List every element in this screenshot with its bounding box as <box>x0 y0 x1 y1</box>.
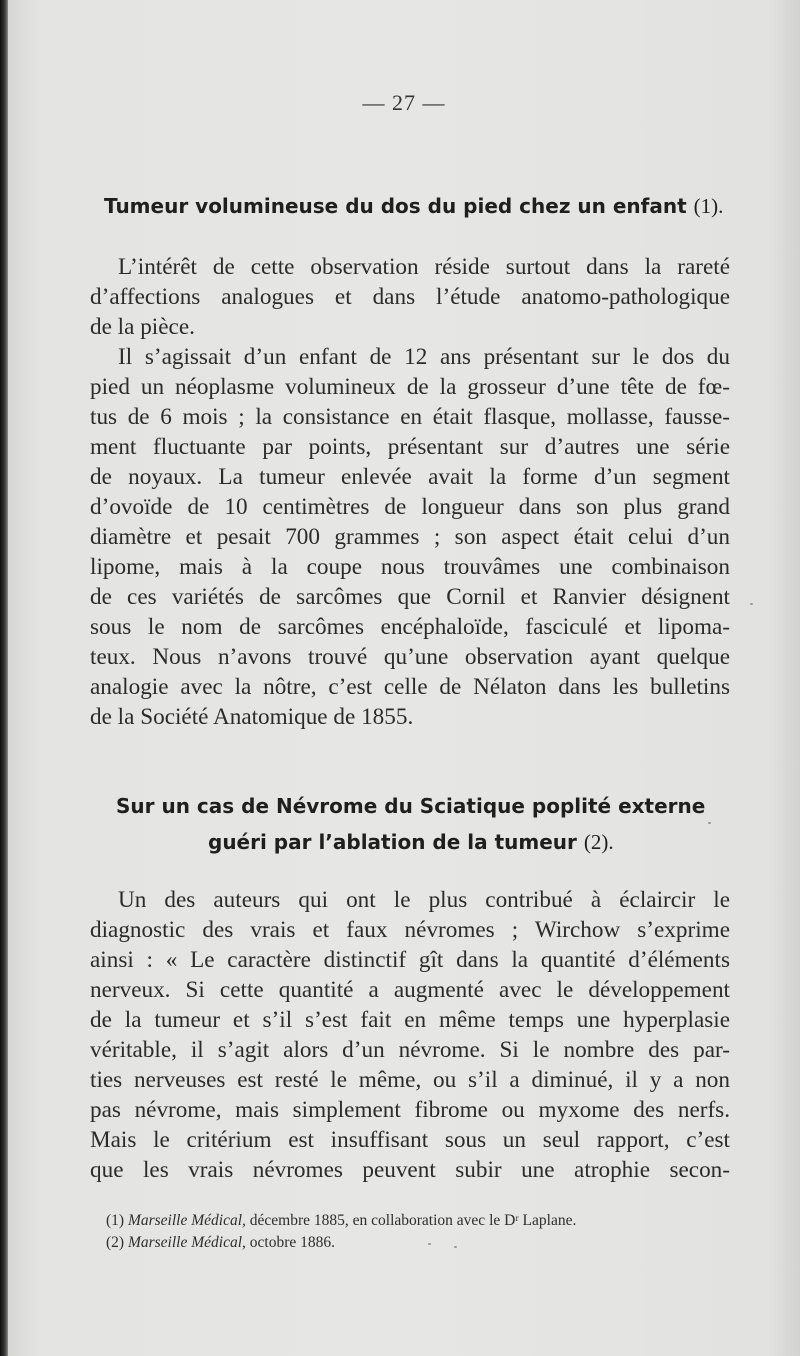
book-page <box>8 0 800 1356</box>
page-number: — 27 — <box>362 90 446 115</box>
section-1-title: Tumeur volumineuse du dos du pied chez un enfant <box>104 194 687 218</box>
section-2-heading-line-2 <box>208 830 614 855</box>
footnotes <box>106 1210 576 1254</box>
text-line: analogie avec la nôtre, c’est celle de Nélaton dans les bulletins <box>90 674 730 700</box>
text-line: L’intérêt de cette observation réside surtout dans la rareté <box>118 254 730 280</box>
text-line: pied un néoplasme volumineux de la grosseur d’une tête de fœ- <box>90 374 730 400</box>
footnote-1 <box>106 1210 576 1232</box>
section-2-paragraph <box>90 885 730 1185</box>
text-line: d’affections analogues et dans l’étude anatomo-pathologique <box>90 284 730 310</box>
text-line: sous le nom de sarcômes encéphaloïde, fasciculé et lipoma- <box>90 614 730 640</box>
text-line: lipome, mais à la coupe nous trouvâmes une combinaison <box>90 554 730 580</box>
footnote-journal: Marseille Médical, <box>127 1212 246 1229</box>
text-line: ment fluctuante par points, présentant sur d’autres une série <box>90 434 730 460</box>
text-line: Un des auteurs qui ont le plus contribué à éclaircir le <box>118 887 730 913</box>
footnote-ref-2: (2). <box>583 830 614 854</box>
section-1-heading <box>104 194 723 219</box>
scan-binding-edge <box>0 0 8 1356</box>
footnote-ref-1: (1). <box>693 194 724 218</box>
text-line: diamètre et pesait 700 grammes ; son aspect était celui d’un <box>90 524 730 550</box>
text-line: que les vrais névromes peuvent subir une atrophie secon- <box>90 1157 730 1183</box>
text-line: de ces variétés de sarcômes que Cornil et Ranvier désignent <box>90 584 730 610</box>
footnote-text: octobre 1886. <box>249 1234 336 1251</box>
footnote-marker: (2) <box>106 1234 125 1251</box>
section-1-paragraph-2 <box>90 342 730 732</box>
text-line: pas névrome, mais simplement fibrome ou myxome des nerfs. <box>90 1097 730 1123</box>
footnote-marker: (1) <box>106 1212 125 1229</box>
text-line: Mais le critérium est insuffisant sous un seul rapport, c’est <box>90 1127 730 1153</box>
text-line: teux. Nous n’avons trouvé qu’une observation ayant quelque <box>90 644 730 670</box>
text-line: Il s’agissait d’un enfant de 12 ans présentant sur le dos du <box>118 344 730 370</box>
text-line: de noyaux. La tumeur enlevée avait la forme d’un segment <box>90 464 730 490</box>
text-line: nerveux. Si cette quantité a augmenté avec le développement <box>90 977 730 1003</box>
text-line: diagnostic des vrais et faux névromes ; Wirchow s’exprime <box>90 917 730 943</box>
text-line: de la Société Anatomique de 1855. <box>90 704 414 730</box>
footnote-text: décembre 1885, en collaboration avec le Dʳ Laplane. <box>249 1212 577 1229</box>
footnote-2 <box>106 1232 576 1254</box>
scan-speck <box>454 1246 457 1248</box>
section-2-heading-line-1 <box>116 794 705 818</box>
section-2-title-line-1: Sur un cas de Névrome du Sciatique poplité externe <box>116 794 706 818</box>
text-line: de la pièce. <box>90 314 195 340</box>
scan-speck <box>708 822 711 824</box>
section-1-paragraph-1 <box>90 252 730 342</box>
footnote-journal: Marseille Médical, <box>127 1234 246 1251</box>
text-line: véritable, il s’agit alors d’un névrome. Si le nombre des par- <box>90 1037 730 1063</box>
text-line: tus de 6 mois ; la consistance en était flasque, mollasse, fausse- <box>90 404 730 430</box>
section-2-title-line-2: guéri par l’ablation de la tumeur <box>208 830 577 854</box>
text-line: de la tumeur et s’il s’est fait en même temps une hyperplasie <box>90 1007 730 1033</box>
text-line: ties nerveuses est resté le même, ou s’il a diminué, il y a non <box>90 1067 730 1093</box>
text-line: d’ovoïde de 10 centimètres de longueur dans son plus grand <box>90 494 730 520</box>
scan-speck <box>750 603 753 605</box>
scan-speck <box>428 1243 431 1245</box>
text-line: ainsi : « Le caractère distinctif gît dans la quantité d’éléments <box>90 947 730 973</box>
